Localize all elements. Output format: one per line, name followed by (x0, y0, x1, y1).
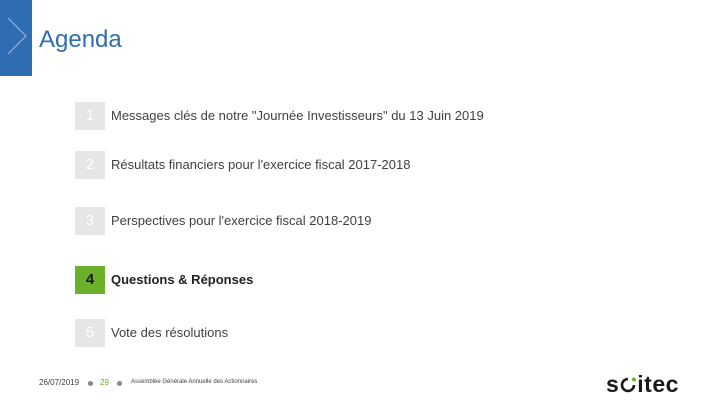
chevron-right-icon (0, 14, 32, 58)
agenda-number: 3 (75, 207, 105, 235)
agenda-item-4-current (75, 266, 675, 294)
title-accent-bar (0, 0, 32, 76)
agenda-item-2 (75, 151, 675, 179)
footer-date: 26/07/2019 (39, 378, 80, 387)
logo-suffix: itec (637, 371, 679, 397)
footer (0, 368, 720, 400)
footer-event-name: Assemblée Générale Annuelle des Actionnaires (131, 379, 258, 385)
agenda-label: Perspectives pour l'exercice fiscal 2018-2019 (111, 213, 372, 228)
agenda-item-3 (75, 207, 675, 235)
agenda-label: Messages clés de notre "Journée Investisseurs" du 13 Juin 2019 (111, 108, 484, 123)
footer-separator-dot (117, 381, 122, 386)
agenda-item-5 (75, 319, 675, 347)
footer-separator-dot (88, 381, 93, 386)
agenda-number: 5 (75, 319, 105, 347)
agenda-item-1 (75, 102, 675, 130)
agenda-label: Résultats financiers pour l'exercice fiscal 2017-2018 (111, 157, 411, 172)
page-title: Agenda (39, 26, 122, 53)
logo-o-mark-icon (620, 371, 636, 387)
agenda-number: 1 (75, 102, 105, 130)
page-number: 29 (100, 378, 109, 387)
agenda-label: Vote des résolutions (111, 325, 229, 340)
logo-prefix: s (606, 371, 620, 397)
soitec-logo (606, 370, 696, 398)
agenda-number: 2 (75, 151, 105, 179)
agenda-number-active: 4 (75, 266, 105, 294)
agenda-label-active: Questions & Réponses (111, 272, 254, 287)
